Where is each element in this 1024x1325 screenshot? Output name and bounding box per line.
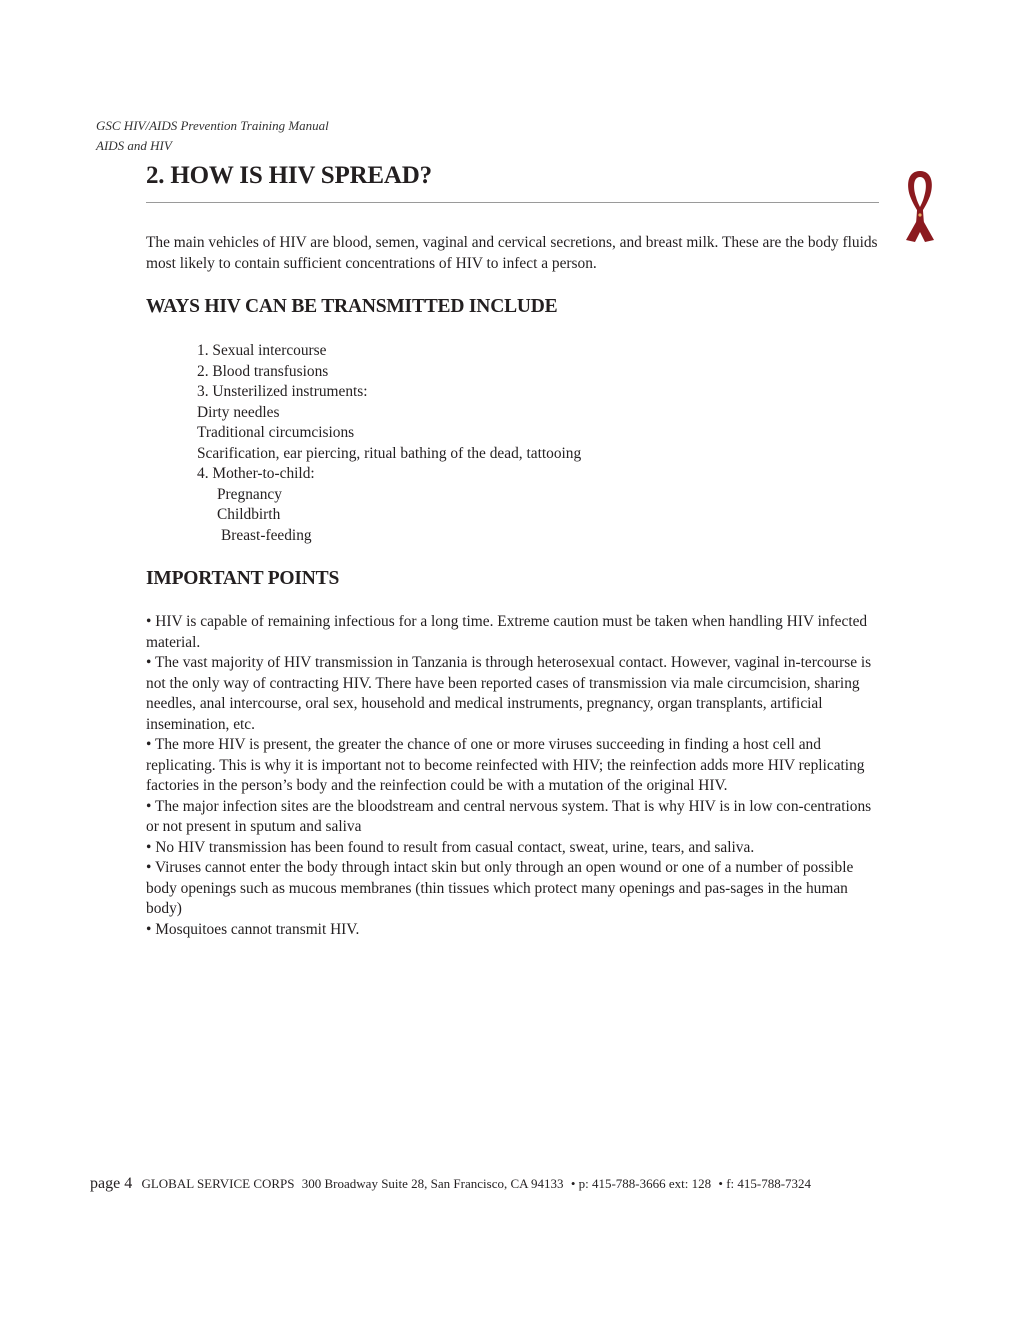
list-item: Pregnancy (217, 485, 282, 503)
footer-org: GLOBAL SERVICE CORPS (141, 1176, 295, 1191)
point-item: • Viruses cannot enter the body through intact skin but only through an open wound or one of a number of possible body openings such as mucous membranes (thin tissues which protect many openings and pas-sages in the human body) (146, 859, 854, 917)
important-points-list (146, 612, 881, 940)
page-number: page 4 (90, 1175, 133, 1192)
page-footer (90, 1175, 815, 1193)
list-item: Dirty needles (197, 403, 280, 421)
transmission-heading: WAYS HIV CAN BE TRANSMITTED INCLUDE (146, 296, 558, 317)
list-item: Childbirth (217, 506, 281, 523)
title-divider (146, 202, 879, 203)
list-item: 3. Unsterilized instruments: (197, 383, 368, 400)
footer-fax: • f: 415-788-7324 (718, 1176, 812, 1191)
point-item: • The more HIV is present, the greater the chance of one or more viruses succeeding in finding a host cell and replicating. This is why it is important not to become reinfected with HIV; the reinfection adds more HIV replicating factories in the person’s body and the reinfection could be with a mutation of the original HIV. (146, 736, 865, 794)
transmission-list (197, 341, 581, 546)
footer-address: 300 Broadway Suite 28, San Francisco, CA 94133 (301, 1176, 564, 1191)
point-item: • The major infection sites are the bloodstream and central nervous system. That is why HIV is in low con-centrations or not present in sputum and saliva (146, 797, 872, 835)
page-title: 2. HOW IS HIV SPREAD? (146, 162, 432, 189)
list-item: 1. Sexual intercourse (197, 342, 327, 359)
list-item: Traditional circumcisions (197, 424, 355, 441)
point-item: • Mosquitoes cannot transmit HIV. (146, 920, 360, 938)
red-ribbon-icon (898, 166, 942, 246)
list-item: Scarification, ear piercing, ritual bathing of the dead, tattooing (197, 444, 582, 462)
point-item: • The vast majority of HIV transmission in Tanzania is through heterosexual contact. However, vaginal in-tercourse is not the only way of contracting HIV. There have been reported cases of transmission via male circumcision, sharing needles, anal intercourse, oral sex, household and medical instruments, pregnancy, organ transplants, artificial insemination, etc. (146, 654, 872, 733)
point-item: • HIV is capable of remaining infectious for a long time. Extreme caution must be taken when handling HIV infected material. (146, 613, 868, 651)
list-item: Breast-feeding (221, 526, 312, 544)
running-head-chapter: AIDS and HIV (96, 138, 172, 153)
intro-paragraph: The main vehicles of HIV are blood, semen, vaginal and cervical secretions, and breast milk. These are the body fluids most likely to contain sufficient concentrations of HIV to infect a person. (146, 234, 878, 272)
important-points-heading: IMPORTANT POINTS (146, 568, 340, 589)
list-item: 2. Blood transfusions (197, 362, 329, 380)
point-item: • No HIV transmission has been found to result from casual contact, sweat, urine, tears, and saliva. (146, 838, 755, 856)
list-item: 4. Mother-to-child: (197, 465, 315, 482)
footer-phone: • p: 415-788-3666 ext: 128 (570, 1176, 712, 1191)
running-head-manual-title: GSC HIV/AIDS Prevention Training Manual (96, 118, 329, 133)
